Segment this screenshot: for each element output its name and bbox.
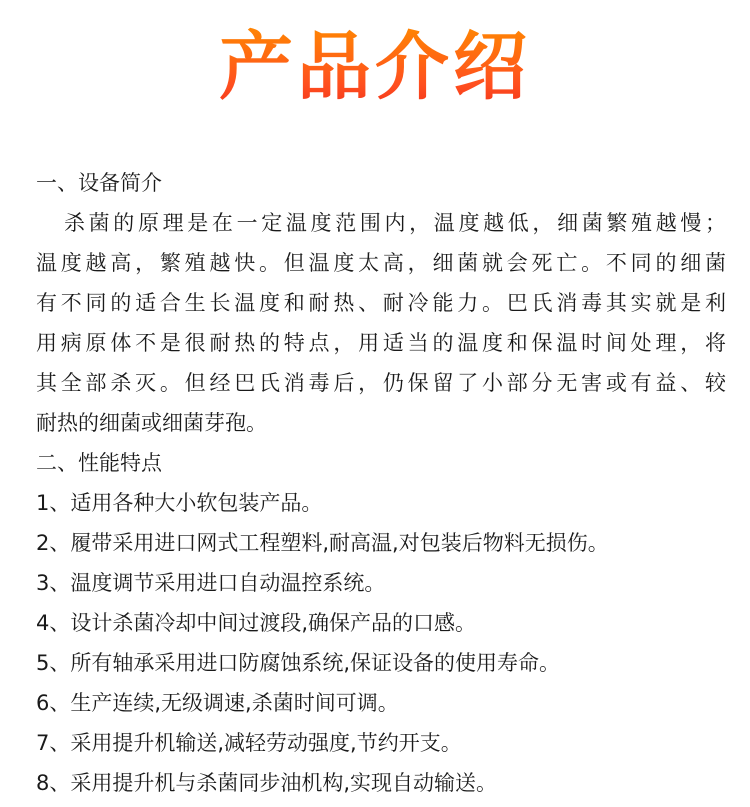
feature-item: 2、履带采用进口网式工程塑料,耐高温,对包装后物料无损伤。 [36, 531, 609, 555]
section-heading-intro: 一、设备简介 [36, 171, 162, 195]
section-heading-features: 二、性能特点 [36, 451, 162, 475]
feature-item: 6、生产连续,无级调速,杀菌时间可调。 [36, 691, 399, 715]
paragraph-line: 温度越高，繁殖越快。但温度太高，细菌就会死亡。不同的细菌 [36, 251, 726, 275]
paragraph-line: 其全部杀灭。但经巴氏消毒后，仍保留了小部分无害或有益、较 [36, 371, 726, 395]
feature-item: 7、采用提升机输送,减轻劳动强度,节约开支。 [36, 731, 462, 755]
paragraph-line: 耐热的细菌或细菌芽孢。 [36, 411, 267, 435]
paragraph-line: 有不同的适合生长温度和耐热、耐冷能力。巴氏消毒其实就是利 [36, 291, 726, 315]
product-description [36, 163, 726, 803]
page-title: 产品介绍 [0, 22, 750, 112]
feature-item: 3、温度调节采用进口自动温控系统。 [36, 571, 386, 595]
paragraph-line: 用病原体不是很耐热的特点，用适当的温度和保温时间处理，将 [36, 331, 726, 355]
feature-item: 8、采用提升机与杀菌同步油机构,实现自动输送。 [36, 771, 498, 795]
feature-item: 1、适用各种大小软包装产品。 [36, 491, 323, 515]
feature-item: 4、设计杀菌冷却中间过渡段,确保产品的口感。 [36, 611, 477, 635]
feature-item: 5、所有轴承采用进口防腐蚀系统,保证设备的使用寿命。 [36, 651, 561, 675]
paragraph-line: 杀菌的原理是在一定温度范围内，温度越低，细菌繁殖越慢； [64, 211, 726, 235]
